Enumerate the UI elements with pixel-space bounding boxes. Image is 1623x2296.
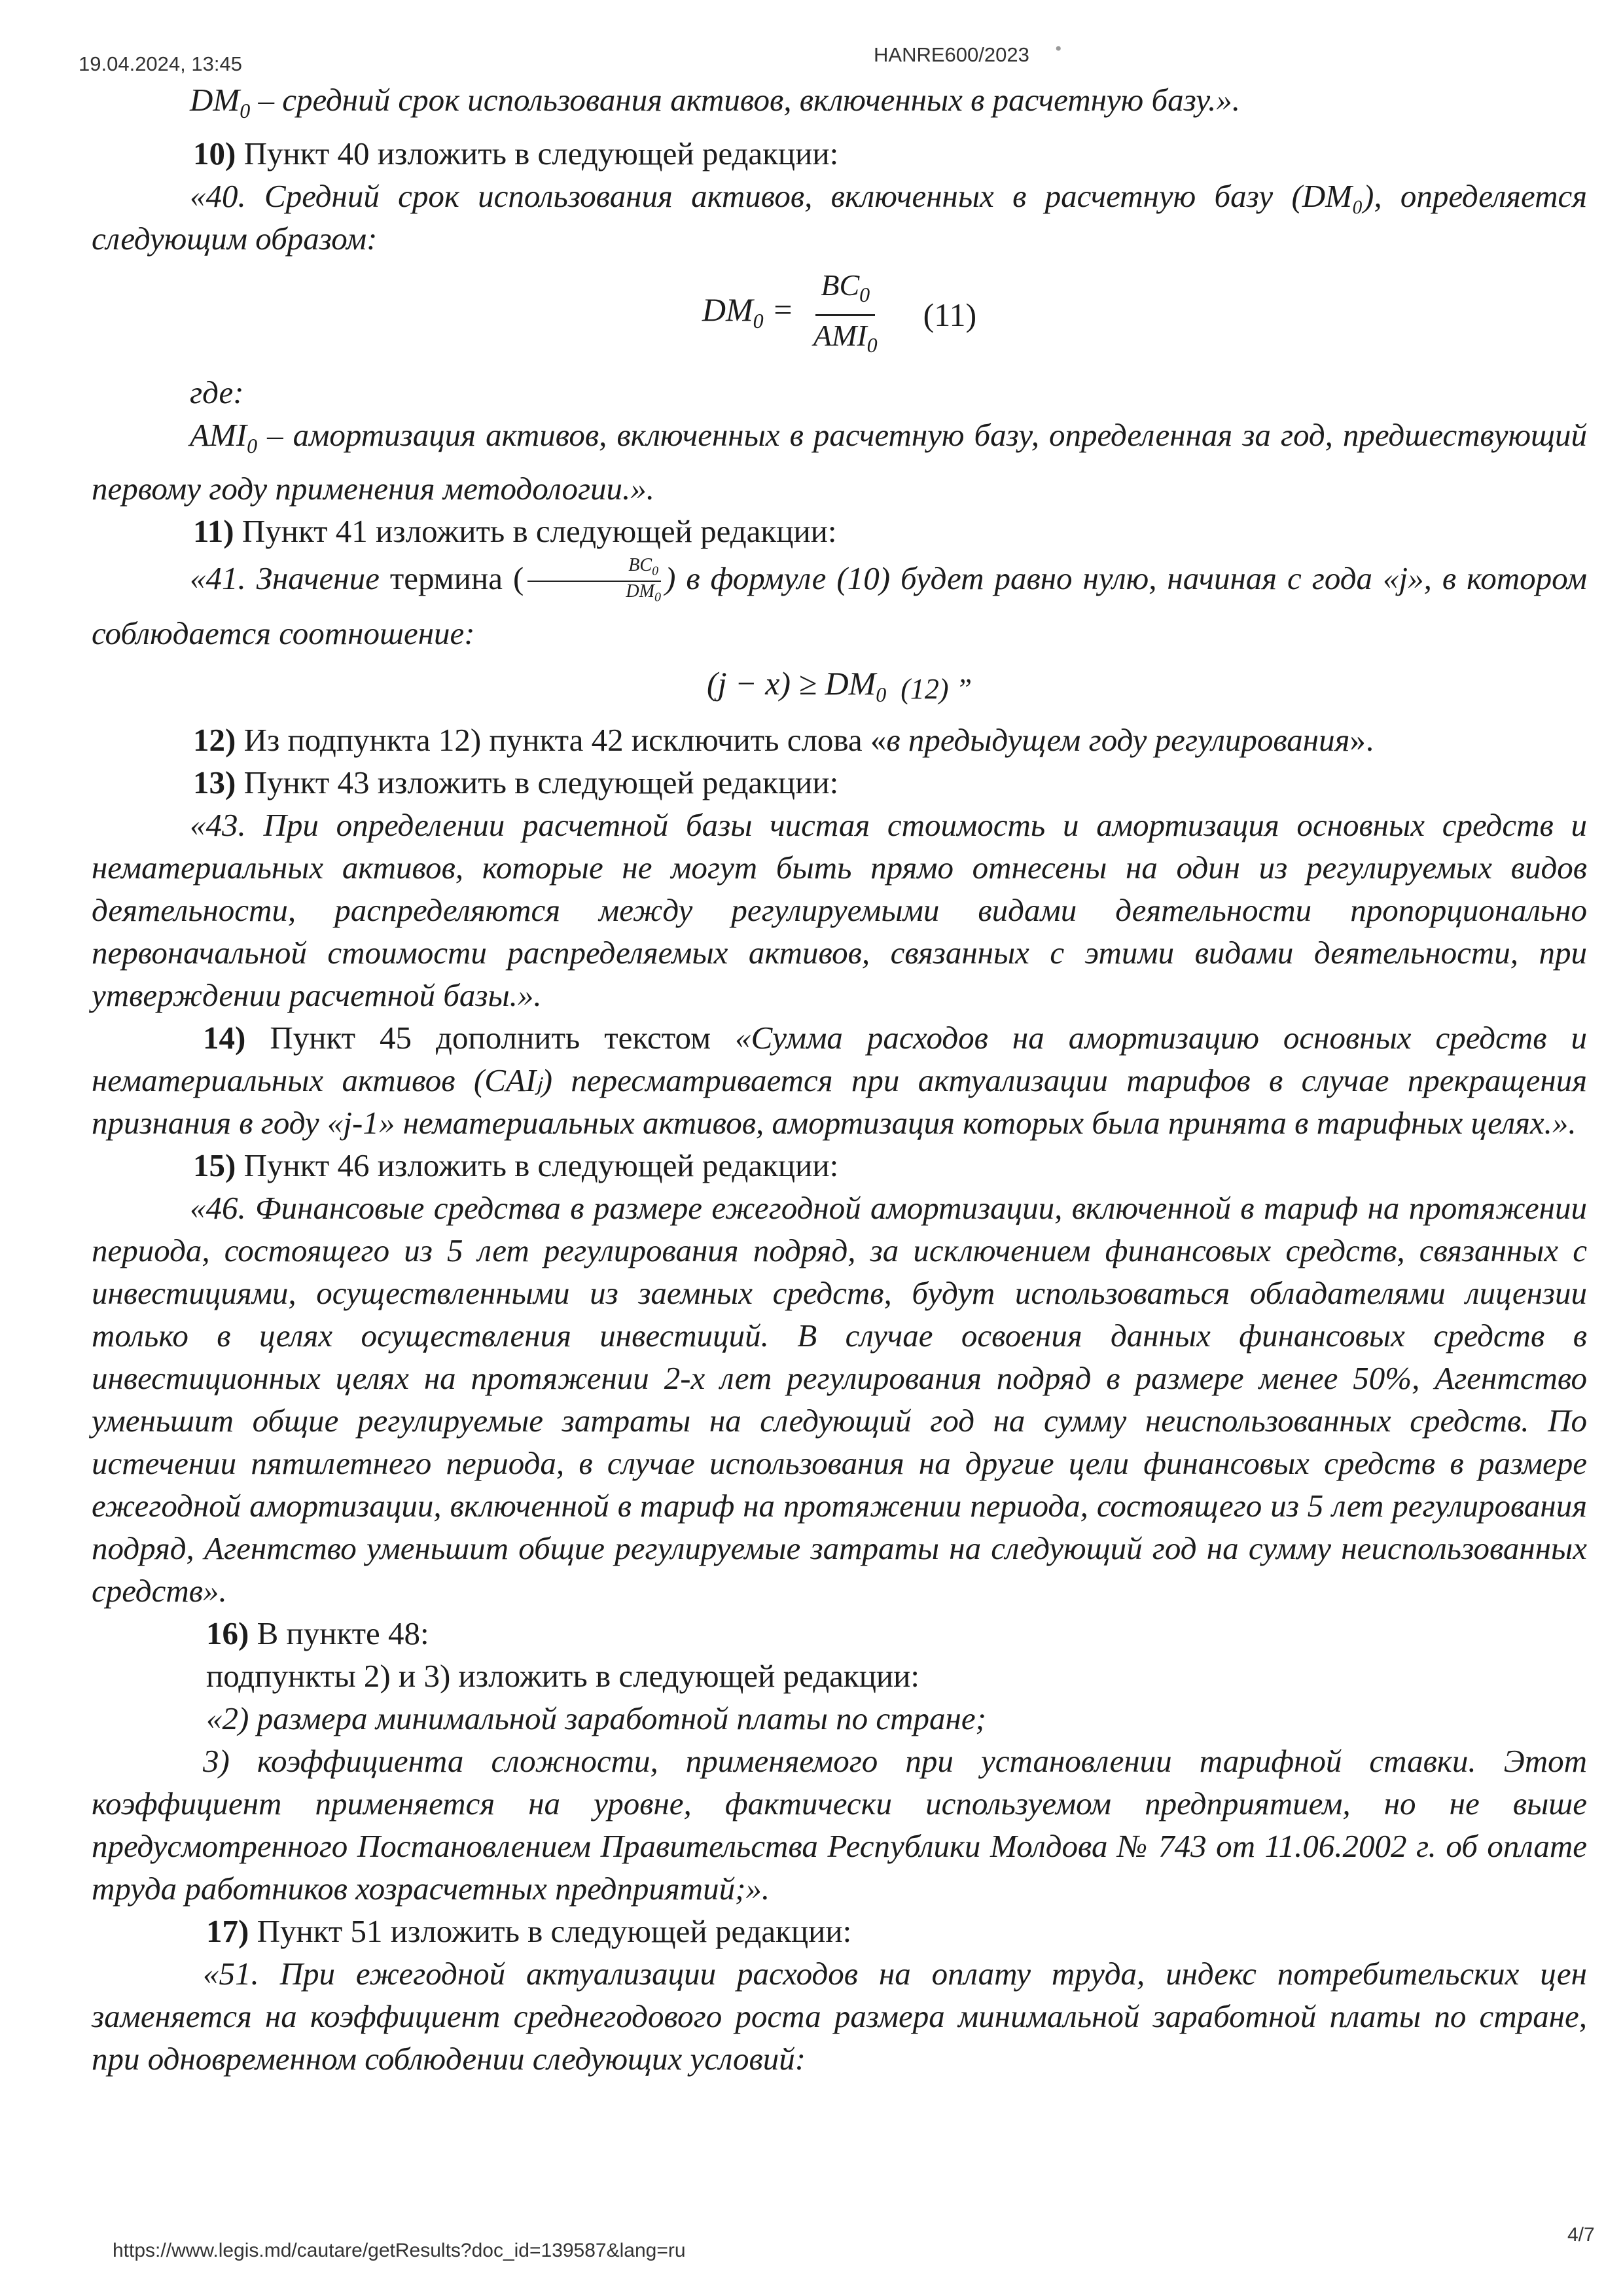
- ami0-definition: $AMI_0$ – амортизация активов, включенных в расчетную базу, определенная за год, предшествующий первому году применения методологии.».: [92, 416, 1588, 507]
- item-number: 17): [206, 1912, 249, 1949]
- item-number: 15): [193, 1147, 236, 1183]
- subitems-intro: подпункты 2) и 3) изложить в следующей редакции:: [206, 1657, 919, 1694]
- print-date: 19.04.2024, 13:45: [79, 52, 242, 75]
- page-number: 4/7: [1567, 2224, 1595, 2246]
- document-code: HANRE600/2023: [874, 43, 1029, 66]
- item-number: 11): [193, 512, 234, 549]
- item-number: 14): [203, 1019, 246, 1056]
- dm0-definition: $DM_0$ – средний срок использования активов, включенных в расчетную базу.».: [190, 82, 1241, 122]
- subitem-2: «2) размера минимальной заработной платы по стране;: [206, 1700, 986, 1736]
- item-number: 13): [193, 764, 236, 800]
- paragraph-40: «40. Средний срок использования активов, включенных в расчетную базу (DM₀), определяется следующим образом:: [92, 177, 1587, 257]
- item-12: 12) Из подпункта 12) пункта 42 исключить слова «в предыдущем году регулирования».: [193, 721, 1374, 758]
- item-10: 10) Пункт 40 изложить в следующей редакции:: [193, 135, 839, 171]
- fraction: $\frac{BC_0}{AMI_0}$: [808, 266, 883, 365]
- source-url: https://www.legis.md/cautare/getResults?doc_id=139587&lang=ru: [113, 2240, 686, 2261]
- paragraph-46: «46. Финансовые средства в размере ежегодной амортизации, включенной в тариф на протяжении периода, состоящего из 5 лет регулирования подряд, за исключением финансовых средств, связанных с инвестициями, осуществленными из заемных средств, будут использоваться обладателями лицензии только в целях осуществления инвестиций. В случае освоения данных финансовых средств в инвестиционных целях на протяжении 2-х лет регулирования подряд в размере менее 50%, Агентство уменьшит общие регулируемые затраты на следующий год на сумму неиспользованных средств. По истечении пятилетнего периода, в случае использования на другие цели финансовых средств в размере ежегодной амортизации, включенной в тариф на протяжении периода, состоящего из 5 лет регулирования подряд, Агентство уменьшит общие регулируемые затраты на следующий год на сумму неиспользованных средств».: [92, 1189, 1587, 1609]
- equation-number: (11): [923, 296, 977, 334]
- equation-number: (12) ”: [901, 673, 972, 706]
- item-number: 10): [193, 135, 236, 171]
- document-body: [92, 79, 1587, 2080]
- subitem-3: 3) коэффициента сложности, применяемого при установлении тарифной ставки. Этот коэффициент применяется на уровне, фактически используемом предприятием, но не выше предусмотренного Постановлением Правительства Республики Молдова № 743 от 11.06.2002 г. об оплате труда работников хозрасчетных предприятий;».: [92, 1742, 1587, 1907]
- formula-11: $DM_0$ = $\frac{BC_0}{AMI_0}$ (11): [92, 266, 1587, 365]
- term-fraction: $\frac{BC_0}{DM_0}$: [527, 556, 661, 607]
- item-number: 12): [193, 721, 236, 758]
- paragraph-41: «41. Значение термина ( $\frac{BC_0}{DM_0}$ ) в формуле (10) будет равно нулю, начиная с года «j», в котором соблюдается соотношение:: [92, 554, 1587, 651]
- item-14: 14) Пункт 45 дополнить текстом «Сумма расходов на амортизацию основных средств и нематериальных активов (CAIⱼ) пересматривается при актуализации тарифов в случае прекращения признания в году «j-1» нематериальных активов, амортизация которых была принята в тарифных целях.».: [92, 1019, 1587, 1141]
- scan-mark: •: [1055, 38, 1062, 60]
- paragraph-51: «51. При ежегодной актуализации расходов на оплату труда, индекс потребительских цен заменяется на коэффициент среднегодового роста размера минимальной заработной платы по стране, при одновременном соблюдении следующих условий:: [92, 1955, 1587, 2077]
- item-15: 15) Пункт 46 изложить в следующей редакции:: [193, 1147, 839, 1183]
- item-13: 13) Пункт 43 изложить в следующей редакции:: [193, 764, 839, 800]
- item-16: 16) В пункте 48:: [206, 1615, 429, 1651]
- where-label: где:: [190, 374, 244, 410]
- paragraph-43: «43. При определении расчетной базы чистая стоимость и амортизация основных средств и нематериальных активов, которые не могут быть прямо отнесены на один из регулируемых видов деятельности, распределяются между регулируемыми видами деятельности пропорционально первоначальной стоимости распределяемых активов, связанных с этими видами деятельности, при утверждении расчетной базы.».: [92, 806, 1587, 1013]
- item-11: 11) Пункт 41 изложить в следующей редакции:: [193, 512, 837, 549]
- formula-12: $(j - x) \ge DM_0$ (12) ”: [92, 666, 1587, 712]
- item-17: 17) Пункт 51 изложить в следующей редакции:: [206, 1912, 852, 1949]
- item-number: 16): [206, 1615, 249, 1651]
